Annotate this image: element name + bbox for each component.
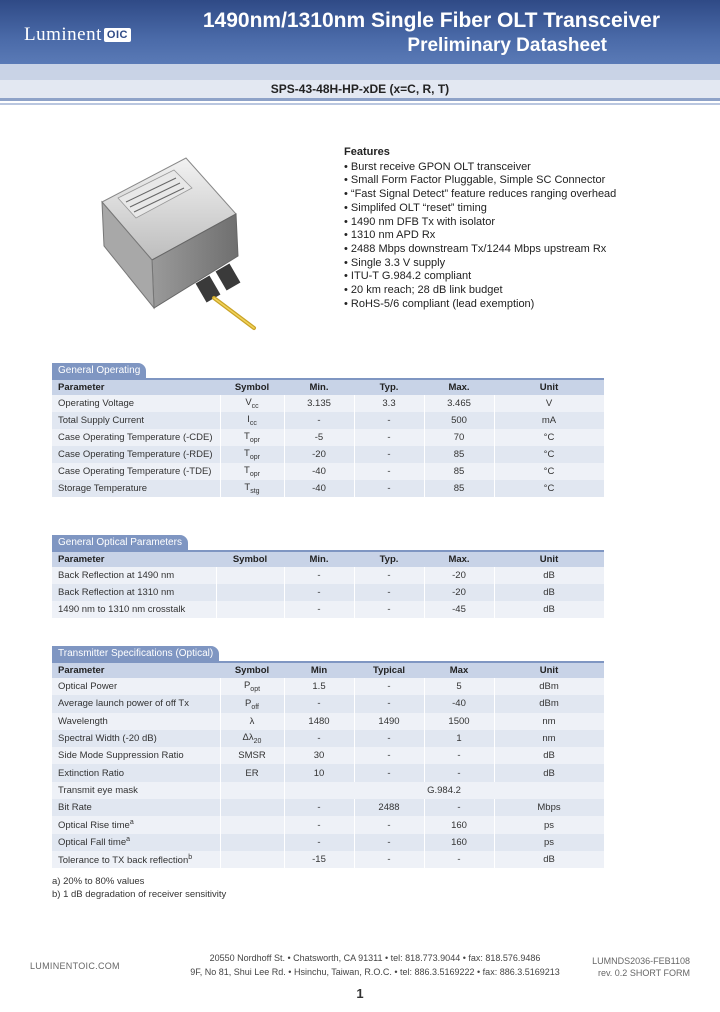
parameter-cell (52, 412, 220, 429)
symbol-cell (220, 695, 284, 712)
symbol-cell (220, 678, 284, 695)
symbol-cell (220, 429, 284, 446)
max-cell: - (424, 747, 494, 764)
symbol-text: P (243, 680, 251, 692)
feature-item: • RoHS-5/6 compliant (lead exemption) (344, 298, 616, 312)
column-header: Max. (424, 380, 494, 395)
parameter-cell (52, 851, 220, 868)
table-row (52, 412, 604, 429)
typ-cell: 3.3 (354, 395, 424, 412)
parameter-cell (52, 584, 216, 601)
symbol-text: ER (245, 767, 259, 779)
unit-cell: °C (494, 446, 604, 463)
symbol-subscript: cc (249, 419, 257, 427)
unit-cell: dB (494, 567, 604, 584)
min-cell: -40 (284, 480, 354, 497)
document-id: LUMNDS2036-FEB1108 (592, 956, 690, 966)
max-cell: 1 (424, 730, 494, 747)
min-cell: - (284, 799, 354, 816)
parameter-text: Operating Voltage (58, 398, 135, 409)
general-optical-table (52, 552, 605, 618)
symbol-cell (220, 395, 284, 412)
parameter-text: Transmit eye mask (58, 784, 138, 796)
max-cell: 160 (424, 816, 494, 833)
header-banner (0, 0, 720, 64)
logo-text: Luminent (24, 24, 102, 45)
parameter-cell (52, 799, 220, 816)
column-header: Typical (354, 663, 424, 678)
address-line: 20550 Nordhoff St. • Chatsworth, CA 91311 • tel: 818.773.9044 • fax: 818.576.9486 (209, 953, 541, 963)
parameter-text: Back Reflection at 1310 nm (58, 587, 175, 598)
symbol-cell (216, 601, 284, 618)
min-cell: - (284, 567, 354, 584)
parameter-cell (52, 429, 220, 446)
header-band (0, 64, 720, 80)
parameter-text: Wavelength (58, 715, 108, 727)
min-cell: - (284, 584, 354, 601)
typ-cell: - (354, 834, 424, 851)
feature-item: • Simplifed OLT “reset” timing (344, 202, 616, 216)
unit-cell: nm (494, 713, 604, 730)
parameter-cell (52, 816, 220, 833)
unit-cell: mA (494, 412, 604, 429)
symbol-subscript: opr (249, 436, 260, 444)
symbol-cell (220, 782, 284, 799)
column-header: Symbol (220, 663, 284, 678)
symbol-cell (216, 584, 284, 601)
table-row (52, 764, 604, 781)
max-cell: 3.465 (424, 395, 494, 412)
min-cell: -5 (284, 429, 354, 446)
column-header: Unit (494, 380, 604, 395)
parameter-cell (52, 480, 220, 497)
typ-cell: - (354, 851, 424, 868)
footnote-ref: b (188, 853, 193, 861)
column-header: Unit (494, 663, 604, 678)
parameter-cell (52, 567, 216, 584)
symbol-cell (220, 834, 284, 851)
parameter-cell (52, 730, 220, 747)
transmitter-section (52, 643, 604, 868)
feature-item: • 1490 nm DFB Tx with isolator (344, 216, 616, 230)
general-operating-section (52, 360, 604, 497)
parameter-text: Case Operating Temperature (-TDE) (58, 466, 212, 477)
table-row (52, 851, 604, 868)
typ-cell: - (354, 584, 424, 601)
features-list (344, 146, 616, 311)
parameter-text: Extinction Ratio (58, 767, 125, 779)
unit-cell: °C (494, 463, 604, 480)
parameter-cell (52, 601, 216, 618)
table-row (52, 395, 604, 412)
typ-cell: - (354, 412, 424, 429)
feature-item: • Single 3.3 V supply (344, 257, 616, 271)
min-cell: - (284, 834, 354, 851)
unit-cell: ps (494, 834, 604, 851)
parameter-text: Case Operating Temperature (-RDE) (58, 449, 213, 460)
table-header-row (52, 552, 604, 567)
table-row (52, 747, 604, 764)
table-row (52, 799, 604, 816)
max-cell: 70 (424, 429, 494, 446)
parameter-text: Optical Fall time (58, 837, 127, 849)
feature-item: • “Fast Signal Detect” feature reduces ranging overhead (344, 188, 616, 202)
symbol-text: SMSR (238, 750, 266, 762)
max-cell: - (424, 851, 494, 868)
symbol-cell (220, 816, 284, 833)
column-header: Max (424, 663, 494, 678)
table-row (52, 713, 604, 730)
unit-cell: °C (494, 480, 604, 497)
typ-cell: - (354, 695, 424, 712)
table-row (52, 567, 604, 584)
table-row (52, 463, 604, 480)
max-cell: -40 (424, 695, 494, 712)
part-number: SPS-43-48H-HP-xDE (x=C, R, T) (0, 80, 720, 98)
feature-item: • 20 km reach; 28 dB link budget (344, 284, 616, 298)
parameter-cell (52, 678, 220, 695)
column-header: Min. (284, 552, 354, 567)
min-cell: 1480 (284, 713, 354, 730)
max-cell: - (424, 799, 494, 816)
feature-item: • 1310 nm APD Rx (344, 229, 616, 243)
column-header: Min (284, 663, 354, 678)
symbol-text: I (247, 414, 250, 426)
features-items (344, 161, 616, 312)
parameter-cell (52, 782, 220, 799)
logo-badge: OIC (104, 28, 131, 42)
typ-cell: 2488 (354, 799, 424, 816)
max-cell: 85 (424, 463, 494, 480)
min-cell: 10 (284, 764, 354, 781)
typ-cell: 1490 (354, 713, 424, 730)
symbol-cell (220, 446, 284, 463)
symbol-subscript: opr (249, 470, 260, 478)
address-line: 9F, No 81, Shui Lee Rd. • Hsinchu, Taiwan, R.O.C. • tel: 886.3.5169222 • fax: 886.3.5169213 (190, 967, 560, 977)
parameter-cell (52, 395, 220, 412)
document-revision: rev. 0.2 SHORT FORM (597, 968, 690, 978)
typ-cell: - (354, 730, 424, 747)
unit-cell: V (494, 395, 604, 412)
unit-cell: nm (494, 730, 604, 747)
max-cell: 1500 (424, 713, 494, 730)
symbol-subscript: opt (250, 686, 261, 694)
parameter-cell (52, 713, 220, 730)
symbol-text: V (245, 397, 252, 409)
typ-cell: - (354, 463, 424, 480)
parameter-text: Optical Power (58, 681, 118, 693)
footnote: b) 1 dB degradation of receiver sensitivity (52, 888, 227, 900)
max-cell: 500 (424, 412, 494, 429)
table-row (52, 730, 604, 747)
features-heading: Features (344, 146, 390, 158)
parameter-text: Case Operating Temperature (-CDE) (58, 432, 213, 443)
max-cell: -45 (424, 601, 494, 618)
parameter-cell (52, 764, 220, 781)
footnote-ref: a (126, 836, 131, 844)
feature-item: • Small Form Factor Pluggable, Simple SC Connector (344, 174, 616, 188)
symbol-text: T (244, 482, 251, 494)
general-optical-section (52, 532, 604, 618)
column-header: Symbol (216, 552, 284, 567)
max-cell: 85 (424, 446, 494, 463)
parameter-text: 1490 nm to 1310 nm crosstalk (58, 604, 186, 615)
symbol-subscript: opr (249, 453, 260, 461)
max-cell: 5 (424, 678, 494, 695)
symbol-cell (220, 713, 284, 730)
table-row (52, 429, 604, 446)
symbol-text: T (244, 465, 250, 477)
table-row (52, 446, 604, 463)
parameter-cell (52, 446, 220, 463)
parameter-text: Average launch power of off Tx (58, 698, 189, 710)
footer-doc-info (592, 955, 690, 979)
unit-cell: dBm (494, 695, 604, 712)
column-header: Parameter (52, 663, 220, 678)
footnotes (52, 876, 226, 901)
table-row (52, 816, 604, 833)
column-header: Max. (424, 552, 494, 567)
column-header: Min. (284, 380, 354, 395)
product-image (96, 148, 296, 338)
symbol-cell (220, 851, 284, 868)
unit-cell: dB (494, 747, 604, 764)
parameter-cell (52, 747, 220, 764)
table-row (52, 601, 604, 618)
symbol-text: λ (249, 715, 255, 727)
parameter-text: Side Mode Suppression Ratio (58, 750, 184, 762)
divider-bar-thin (0, 103, 720, 105)
footnote: a) 20% to 80% values (52, 876, 145, 887)
symbol-cell (220, 480, 284, 497)
min-cell: - (284, 816, 354, 833)
symbol-text: T (244, 448, 250, 460)
max-cell: -20 (424, 584, 494, 601)
unit-cell: dB (494, 764, 604, 781)
min-cell: -40 (284, 463, 354, 480)
min-cell: - (284, 730, 354, 747)
divider-bar (0, 98, 720, 101)
min-cell: 30 (284, 747, 354, 764)
typ-cell: - (354, 567, 424, 584)
symbol-cell (216, 567, 284, 584)
min-cell: -20 (284, 446, 354, 463)
unit-cell: dB (494, 584, 604, 601)
parameter-text: Total Supply Current (58, 415, 145, 426)
unit-cell: dBm (494, 678, 604, 695)
typ-cell: - (354, 601, 424, 618)
typ-cell: - (354, 429, 424, 446)
span-cell: G.984.2 (284, 782, 604, 799)
typ-cell: - (354, 747, 424, 764)
unit-cell: °C (494, 429, 604, 446)
min-cell: -15 (284, 851, 354, 868)
unit-cell: dB (494, 601, 604, 618)
page-number: 1 (356, 986, 364, 1001)
symbol-text: P (245, 697, 252, 709)
table-header-row (52, 663, 604, 678)
unit-cell: dB (494, 851, 604, 868)
max-cell: -20 (424, 567, 494, 584)
parameter-text: Optical Rise time (58, 820, 130, 832)
column-header: Symbol (220, 380, 284, 395)
section-label: General Optical Parameters (52, 535, 188, 551)
column-header: Unit (494, 552, 604, 567)
min-cell: - (284, 601, 354, 618)
table-row (52, 584, 604, 601)
typ-cell: - (354, 446, 424, 463)
table-row (52, 782, 604, 799)
min-cell: - (284, 412, 354, 429)
parameter-text: Back Reflection at 1490 nm (58, 570, 175, 581)
parameter-cell (52, 834, 220, 851)
symbol-subscript: cc (251, 402, 259, 410)
column-header: Parameter (52, 380, 220, 395)
typ-cell: - (354, 678, 424, 695)
min-cell: 1.5 (284, 678, 354, 695)
symbol-subscript: stg (250, 487, 260, 495)
column-header: Parameter (52, 552, 216, 567)
parameter-text: Spectral Width (-20 dB) (58, 733, 157, 745)
symbol-text: Δλ (242, 732, 254, 744)
typ-cell: - (354, 816, 424, 833)
general-operating-table (52, 380, 605, 497)
footnote-ref: a (129, 818, 134, 826)
min-cell: - (284, 695, 354, 712)
symbol-subscript: off (251, 703, 259, 711)
table-row (52, 678, 604, 695)
table-row (52, 480, 604, 497)
feature-item: • Burst receive GPON OLT transceiver (344, 161, 616, 175)
section-label: General Operating (52, 363, 146, 379)
unit-cell: Mbps (494, 799, 604, 816)
parameter-text: Bit Rate (58, 802, 92, 814)
symbol-cell (220, 412, 284, 429)
feature-item: • ITU-T G.984.2 compliant (344, 270, 616, 284)
symbol-cell (220, 730, 284, 747)
min-cell: 3.135 (284, 395, 354, 412)
typ-cell: - (354, 764, 424, 781)
table-row (52, 834, 604, 851)
table-row (52, 695, 604, 712)
symbol-subscript: 20 (253, 737, 262, 745)
symbol-cell (220, 747, 284, 764)
feature-item: • 2488 Mbps downstream Tx/1244 Mbps upstream Rx (344, 243, 616, 257)
typ-cell: - (354, 480, 424, 497)
symbol-cell (220, 764, 284, 781)
symbol-text: T (244, 431, 250, 443)
company-logo (24, 24, 131, 46)
transmitter-table (52, 663, 605, 868)
symbol-cell (220, 799, 284, 816)
column-header: Typ. (354, 552, 424, 567)
max-cell: - (424, 764, 494, 781)
footer-address (185, 951, 565, 979)
column-header: Typ. (354, 380, 424, 395)
max-cell: 160 (424, 834, 494, 851)
parameter-text: Tolerance to TX back reflection (58, 854, 189, 866)
parameter-cell (52, 695, 220, 712)
unit-cell: ps (494, 816, 604, 833)
symbol-cell (220, 463, 284, 480)
document-subtitle: Preliminary Datasheet (407, 35, 607, 56)
table-header-row (52, 380, 604, 395)
section-label: Transmitter Specifications (Optical) (52, 646, 219, 662)
document-title: 1490nm/1310nm Single Fiber OLT Transceiver (202, 9, 660, 32)
footer-website[interactable]: LUMINENTOIC.COM (30, 961, 120, 971)
max-cell: 85 (424, 480, 494, 497)
parameter-cell (52, 463, 220, 480)
parameter-text: Storage Temperature (58, 483, 148, 494)
